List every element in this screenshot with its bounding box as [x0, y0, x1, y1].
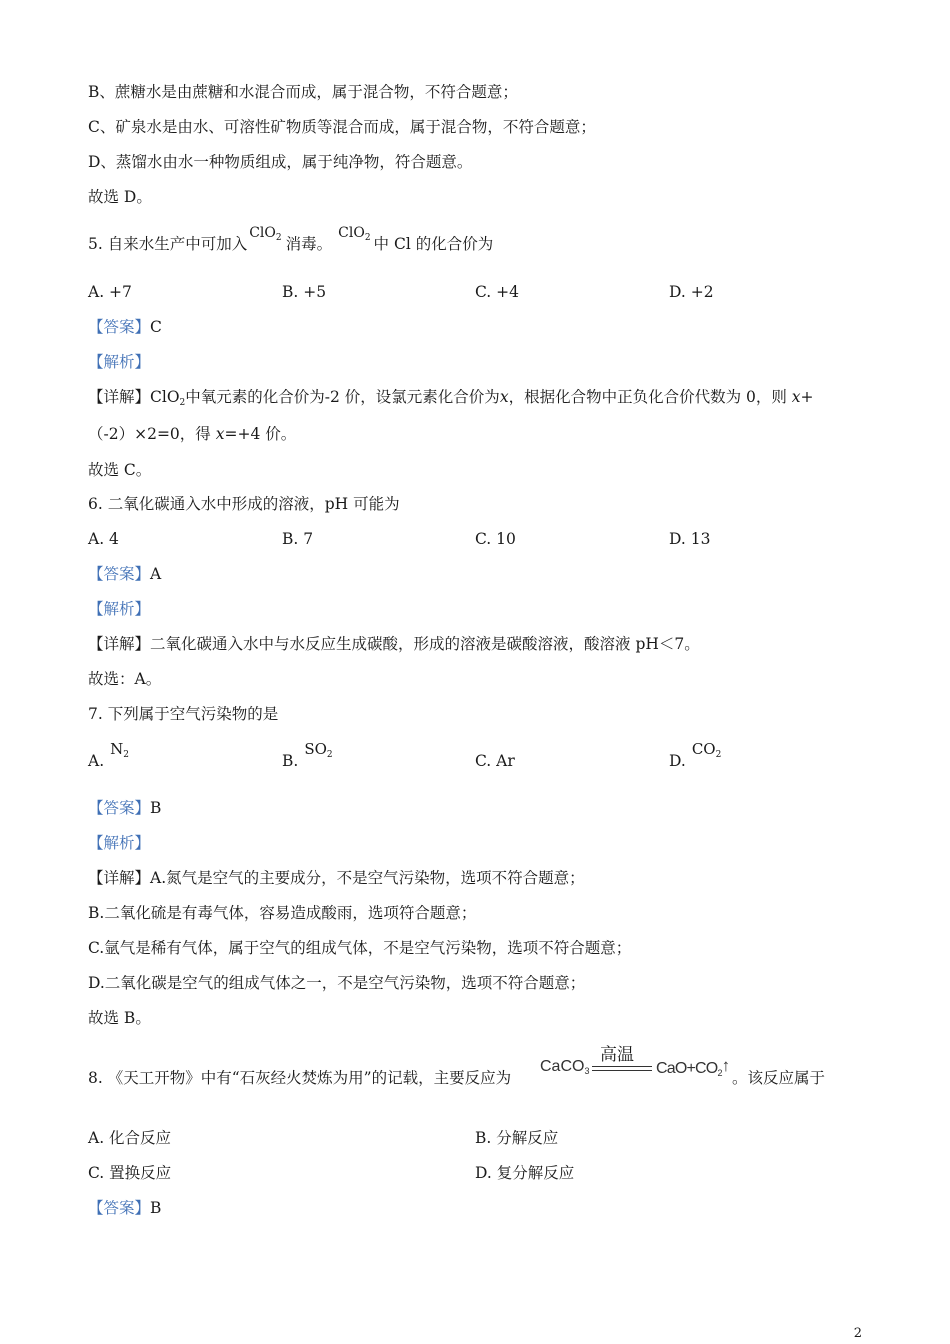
q8-option-b: B. 分解反应	[475, 1129, 559, 1147]
q7-detail-line-a: 【详解】A.氮气是空气的主要成分，不是空气污染物，选项不符合题意；	[88, 869, 585, 887]
q6-conclusion: 故选：A。	[88, 670, 162, 688]
q8-option-a: A. 化合反应	[88, 1129, 172, 1147]
q8-eq-bar-bottom	[592, 1070, 652, 1071]
q6-detail: 【详解】二氧化碳通入水中与水反应生成碳酸，形成的溶液是碳酸溶液，酸溶液 pH＜7。	[88, 635, 700, 653]
q8-option-d: D. 复分解反应	[475, 1164, 575, 1182]
prev-conclusion: 故选 D。	[88, 188, 152, 206]
prev-option-b-text: B、蔗糖水是由蔗糖和水混合而成，属于混合物，不符合题意；	[88, 83, 518, 101]
q7-option-c: C. Ar	[475, 752, 515, 770]
q8-answer: 【答案】B	[88, 1199, 162, 1217]
q8-product: $CaO+CO_2↑$	[656, 1056, 730, 1078]
page-number: 2	[853, 1326, 862, 1341]
q5-detail-line-1: 【详解】ClO$_2$中氧元素的化合价为-2 价，设氯元素化合价为x，根据化合物中正负化合价代数为 0，则 x+	[88, 388, 814, 408]
q7-option-b: $B.SO_2$	[282, 740, 333, 770]
q6-option-b: B. 7	[282, 530, 314, 548]
q8-chemical-equation	[540, 1042, 735, 1088]
prev-option-d-text: D、蒸馏水由水一种物质组成，属于纯净物，符合题意。	[88, 153, 473, 171]
q5-option-d: D. +2	[669, 283, 714, 301]
q5-option-c: C. +4	[475, 283, 520, 301]
q5-analysis-tag: 【解析】	[88, 353, 151, 371]
q6-analysis-tag: 【解析】	[88, 600, 151, 618]
q8-question-prefix: 8. 《天工开物》中有“石灰经火焚炼为用”的记载，主要反应为	[88, 1069, 512, 1087]
q7-option-d: $D.CO_2$	[669, 740, 722, 770]
q5-detail-line-2: （-2）×2=0，得 x=+4 价。	[88, 425, 297, 443]
q7-answer: 【答案】B	[88, 799, 162, 817]
q6-option-c: C. 10	[475, 530, 516, 548]
q5-formula-1: ClO	[249, 225, 276, 241]
q7-option-a: $A.N_2$	[88, 740, 129, 770]
q7-detail-line-b: B.二氧化硫是有毒气体，容易造成酸雨，选项符合题意；	[88, 904, 477, 922]
q8-question-suffix: 。该反应属于	[732, 1069, 826, 1087]
q5-answer: 【答案】C	[88, 318, 162, 336]
q5-question: 5. 自来水生产中可加入ClO$_2$ 消毒。ClO$_2$ 中 Cl 的化合价为	[88, 225, 494, 253]
gas-arrow-icon: ↑	[721, 1056, 730, 1075]
q5-formula-2: ClO	[338, 225, 365, 241]
q5-option-a: A. +7	[88, 283, 132, 301]
q7-question: 7. 下列属于空气污染物的是	[88, 705, 279, 723]
q7-analysis-tag: 【解析】	[88, 834, 151, 852]
q5-option-b: B. +5	[282, 283, 327, 301]
q6-option-d: D. 13	[669, 530, 711, 548]
q7-conclusion: 故选 B。	[88, 1009, 151, 1027]
q8-eq-bar-top	[592, 1066, 652, 1067]
q7-detail-line-d: D.二氧化碳是空气的组成气体之一，不是空气污染物，选项不符合题意；	[88, 974, 586, 992]
q8-condition: 高温	[600, 1045, 634, 1065]
q6-question: 6. 二氧化碳通入水中形成的溶液，pH 可能为	[88, 495, 400, 513]
prev-option-c-text: C、矿泉水是由水、可溶性矿物质等混合而成，属于混合物，不符合题意；	[88, 118, 596, 136]
q7-detail-line-c: C.氩气是稀有气体，属于空气的组成气体，不是空气污染物，选项不符合题意；	[88, 939, 632, 957]
q6-option-a: A. 4	[88, 530, 119, 548]
q6-answer: 【答案】A	[88, 565, 162, 583]
q8-option-c: C. 置换反应	[88, 1164, 172, 1182]
q5-conclusion: 故选 C。	[88, 461, 152, 479]
q8-reactant: CaCO$_3$	[540, 1058, 590, 1076]
